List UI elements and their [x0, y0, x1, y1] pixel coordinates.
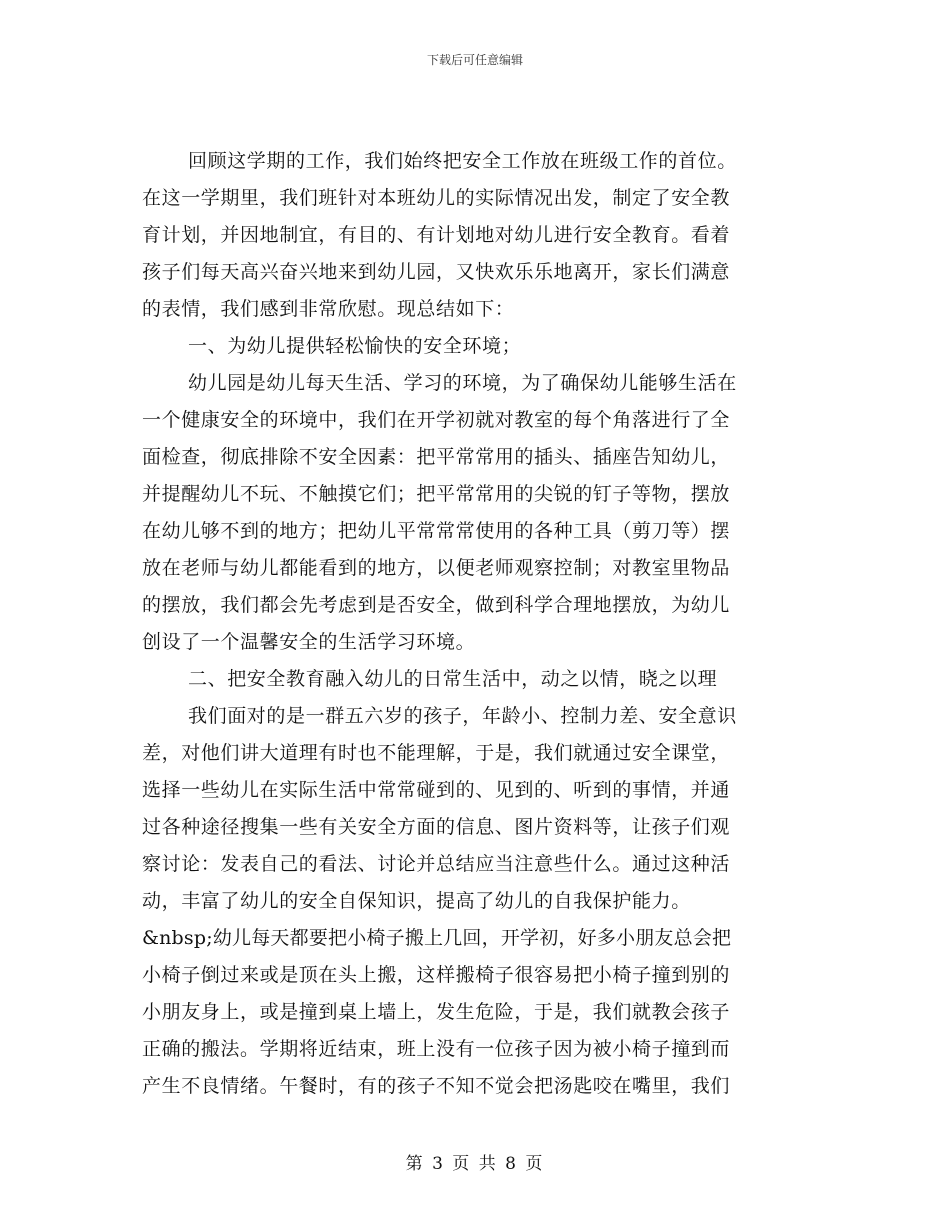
body-line: 放在老师与幼儿都能看到的地方，以便老师观察控制；对教室里物品	[142, 557, 731, 579]
body-line: 面检查，彻底排除不安全因素：把平常常用的插头、插座告知幼儿，	[142, 446, 731, 468]
body-line: 的表情，我们感到非常欣慰。现总结如下：	[142, 298, 515, 320]
body-line: 创设了一个温馨安全的生活学习环境。	[142, 631, 476, 653]
body-line: 我们面对的是一群五六岁的孩子，年龄小、控制力差、安全意识	[188, 705, 737, 727]
body-line: 孩子们每天高兴奋兴地来到幼儿园，又快欢乐乐地离开，家长们满意	[142, 261, 731, 283]
body-line: 并提醒幼儿不玩、不触摸它们；把平常常用的尖锐的钉子等物，摆放	[142, 483, 731, 505]
body-line: 差，对他们讲大道理有时也不能理解，于是，我们就通过安全课堂，	[142, 742, 731, 764]
body-line: 幼儿园是幼儿每天生活、学习的环境，为了确保幼儿能够生活在	[188, 372, 737, 394]
body-line: 回顾这学期的工作，我们始终把安全工作放在班级工作的首位。	[188, 150, 737, 172]
body-line: &nbsp;幼儿每天都要把小椅子搬上几回，开学初，好多小朋友总会把	[142, 927, 732, 949]
body-line: 一个健康安全的环境中，我们在开学初就对教室的每个角落进行了全	[142, 409, 731, 431]
document-body	[142, 143, 808, 1105]
body-line: 小椅子倒过来或是顶在头上搬，这样搬椅子很容易把小椅子撞到别的	[142, 964, 731, 986]
body-line: 的摆放，我们都会先考虑到是否安全，做到科学合理地摆放，为幼儿	[142, 594, 731, 616]
section-heading-2: 二、把安全教育融入幼儿的日常生活中，动之以情，晓之以理	[188, 668, 718, 690]
section-heading-1: 一、为幼儿提供轻松愉快的安全环境；	[188, 335, 522, 357]
page-number-footer: 第 3 页 共 8 页	[405, 1154, 545, 1174]
body-line: 育计划，并因地制宜，有目的、有计划地对幼儿进行安全教育。看着	[142, 224, 731, 246]
body-line: 过各种途径搜集一些有关安全方面的信息、图片资料等，让孩子们观	[142, 816, 731, 838]
body-line: 在幼儿够不到的地方；把幼儿平常常常使用的各种工具（剪刀等）摆	[142, 520, 731, 542]
body-line: 小朋友身上，或是撞到桌上墙上，发生危险，于是，我们就教会孩子	[142, 1001, 731, 1023]
body-line: 选择一些幼儿在实际生活中常常碰到的、见到的、听到的事情，并通	[142, 779, 731, 801]
body-line: 在这一学期里，我们班针对本班幼儿的实际情况出发，制定了安全教	[142, 187, 731, 209]
body-line: 产生不良情绪。午餐时，有的孩子不知不觉会把汤匙咬在嘴里，我们	[142, 1075, 731, 1097]
body-line: 动，丰富了幼儿的安全自保知识，提高了幼儿的自我保护能力。	[142, 890, 691, 912]
body-line: 察讨论：发表自己的看法、讨论并总结应当注意些什么。通过这种活	[142, 853, 731, 875]
body-line: 正确的搬法。学期将近结束，班上没有一位孩子因为被小椅子撞到而	[142, 1038, 731, 1060]
page-header-note: 下载后可任意编辑	[426, 53, 523, 67]
